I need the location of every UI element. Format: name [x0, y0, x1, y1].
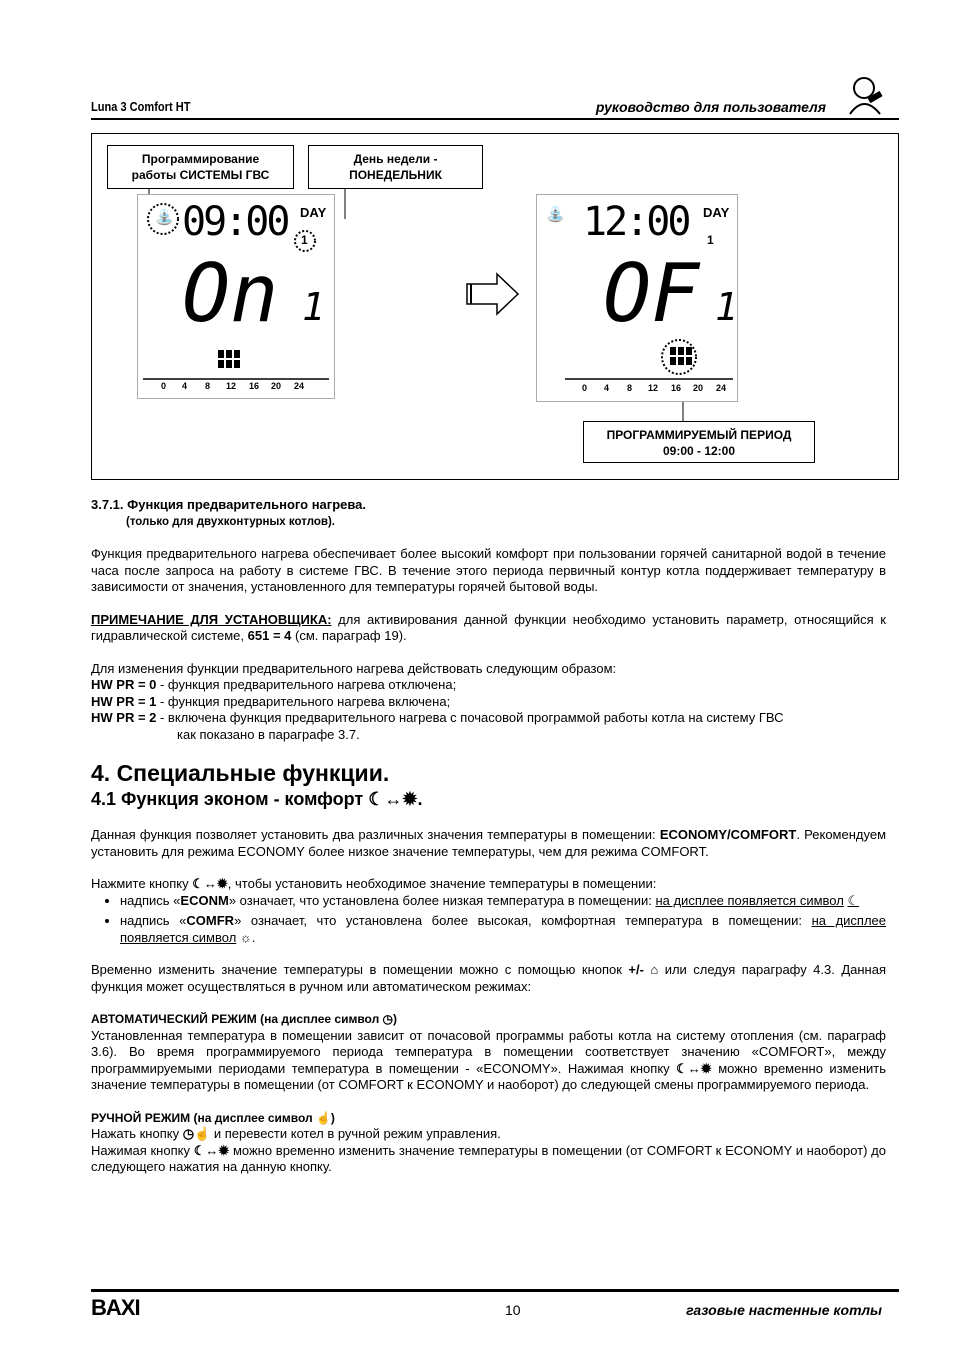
label-line: ПРОГРАММИРУЕМЫЙ ПЕРИОД	[606, 428, 792, 442]
text: Нажмите кнопку	[91, 876, 193, 891]
house-icon: ⌂	[650, 962, 659, 977]
eco-comfort-icon: ☾↔✹	[676, 1060, 712, 1076]
option-value: - включена функция предварительного нагрева с почасовой программой работы котла на систему ГВС	[156, 710, 784, 725]
clock-hand-icon: ◷☝	[182, 1126, 211, 1141]
tick: 0	[582, 383, 588, 393]
chapter-title: 4. Специальные функции.	[91, 760, 390, 786]
paragraph	[91, 1143, 886, 1176]
lcd-figure	[91, 133, 899, 480]
header-rule	[91, 118, 899, 120]
text: надпись «	[120, 892, 181, 908]
text: и перевести котел в ручной режим управления.	[210, 1126, 501, 1141]
tick: 24	[716, 383, 727, 393]
note-tail: (см. параграф 19).	[291, 628, 407, 643]
text: +/-	[628, 962, 651, 977]
clock-icon: ◷	[382, 1012, 394, 1026]
doc-title: руководство для пользователя	[595, 99, 826, 115]
text: ECONOMY/COMFORT	[659, 827, 797, 842]
lcd-day: 1	[707, 233, 714, 247]
lcd-state: OF	[603, 247, 700, 340]
text: РУЧНОЙ РЕЖИМ (на дисплее символ	[91, 1110, 316, 1125]
label-programmed-period	[583, 421, 815, 463]
text: Временно изменить значение температуры в помещении можно с помощью кнопок	[91, 962, 629, 977]
auto-mode-title	[91, 1011, 886, 1028]
lcd-day: 1	[301, 233, 308, 247]
footer-title: газовые настенные котлы	[686, 1302, 882, 1318]
text: . Рекомендуем установить для режима ECONOMY более низкое значение температуры, чем для режима COMFORT.	[91, 827, 887, 859]
option-key: HW PR = 1	[91, 693, 157, 709]
tick: 24	[294, 381, 305, 391]
installer-note	[91, 612, 886, 645]
eco-comfort-icon: ☾↔✹	[192, 876, 228, 891]
text: Нажать кнопку	[91, 1126, 183, 1141]
tick: 20	[271, 381, 282, 391]
text: на дисплее появляется символ	[655, 892, 844, 908]
text: , чтобы установить необходимое значение температуры в помещении:	[227, 876, 657, 891]
lcd-index: 1	[715, 285, 738, 329]
option-continuation: как показано в параграфе 3.7.	[177, 726, 360, 742]
tick: 8	[627, 383, 633, 393]
tick: 4	[604, 383, 610, 393]
brand-logo: BAXI	[91, 1295, 140, 1320]
text: » означает, что установлена более высокая, комфортная температура в помещении:	[234, 913, 812, 928]
note-text: для активирования данной функции необходимо установить параметр, относящийся к гидравлической системе,	[91, 611, 886, 643]
section-title: 3.7.1. Функция предварительного нагрева.	[91, 497, 367, 512]
page-footer	[91, 1281, 899, 1351]
sun-icon: ☼	[239, 929, 252, 945]
eco-comfort-icon: ☾↔✹	[193, 1142, 230, 1158]
text: можно временно изменить значение температуры в помещении (от COMFORT к ECONOMY и наоборот) до следующего нажатия на данную кнопку.	[91, 1142, 886, 1174]
option-value: - функция предварительного нагрева включена;	[156, 693, 451, 709]
lcd-time: 12:00	[583, 199, 689, 245]
footer-rule	[91, 1289, 899, 1292]
page-number: 10	[505, 1302, 521, 1318]
paragraph	[91, 962, 886, 995]
section-4	[91, 759, 886, 1176]
paragraph	[91, 1126, 886, 1143]
text: можно временно изменить значение температуры в помещении (от COMFORT к ECONOMY и наоборот) до следующей смены программируемого периода.	[91, 1060, 886, 1092]
option-row	[91, 677, 886, 694]
section-3-7-1	[91, 497, 886, 743]
list-item	[120, 893, 886, 910]
text: Нажимая кнопку	[91, 1142, 194, 1158]
option-key: HW PR = 2	[91, 710, 157, 725]
label-line: День недели -	[353, 152, 438, 166]
hand-icon: ☝	[315, 1110, 331, 1125]
paragraph	[91, 1028, 886, 1094]
option-value: - функция предварительного нагрева отключена;	[156, 677, 457, 692]
paragraph	[91, 827, 886, 860]
tap-icon: ⛲	[546, 206, 565, 223]
tap-icon: ⛲	[155, 209, 174, 226]
tick: 4	[182, 381, 188, 391]
option-row	[91, 710, 886, 727]
text: надпись «	[120, 913, 187, 928]
paragraph	[91, 876, 886, 893]
tick: 16	[671, 383, 682, 393]
manual-mode-title	[91, 1110, 886, 1127]
text: » означает, что установлена более низкая температура в помещении:	[228, 892, 656, 908]
section-4-1-title: 4.1 Функция эконом - комфорт ☾↔✹.	[91, 789, 423, 809]
lcd-time: 09:00	[182, 199, 288, 245]
tick: 16	[249, 381, 260, 391]
text: ECONM	[180, 892, 229, 908]
paragraph: Функция предварительного нагрева обеспечивает более высокий комфорт при пользовании горячей санитарной водой в течение часа после запроса на работу в системе ГВС. В течение этого периода первичный контур котла поддерживает температуру в зависимости от значения, установленного для температуры горячей бытовой воды.	[91, 546, 886, 594]
program-bar	[218, 350, 240, 368]
model-name: Luna 3 Comfort HT	[91, 99, 191, 114]
text: АВТОМАТИЧЕСКИЙ РЕЖИМ (на дисплее символ	[91, 1012, 383, 1026]
text: )	[330, 1110, 335, 1125]
title-text: 4.1 Функция эконом - комфорт	[91, 789, 364, 809]
moon-icon: ☾	[847, 892, 860, 908]
paragraph: Для изменения функции предварительного нагрева действовать следующим образом:	[91, 660, 617, 676]
text: )	[393, 1012, 398, 1026]
tick: 12	[648, 383, 659, 393]
label-line: Программирование	[141, 152, 260, 166]
lcd-left	[137, 194, 335, 399]
text: Установленная температура в помещении зависит от почасовой программы работы котла на систему отопления (см. параграф 3.6). Во время программируемого периода температура в помещении соответствует значению «COMFORT», между программируемыми периодами температура в помещении - «ECONOMY». Нажимая кнопку	[91, 1027, 886, 1076]
mascot-icon	[842, 72, 886, 116]
section-subtitle: (только для двухконтурных котлов).	[126, 515, 335, 528]
text: COMFR	[186, 913, 235, 928]
lcd-day-label: DAY	[300, 205, 327, 220]
option-row	[91, 694, 886, 711]
note-label: ПРИМЕЧАНИЕ ДЛЯ УСТАНОВЩИКА:	[91, 611, 332, 627]
text: Данная функция позволяет установить два различных значения температуры в помещении:	[91, 827, 660, 842]
lcd-state: On	[182, 247, 279, 340]
label-line: ПОНЕДЕЛЬНИК	[349, 168, 442, 182]
list-item: • надпись «COMFR» означает, что установлена более высокая, комфортная температура в помещении: на дисплее появляется символ ☼.	[120, 913, 886, 946]
lcd-right	[536, 194, 738, 402]
tick: 12	[226, 381, 237, 391]
tick: 20	[693, 383, 704, 393]
tick: 0	[161, 381, 167, 391]
lcd-day-label: DAY	[703, 205, 730, 220]
label-line: 09:00 - 12:00	[662, 444, 736, 458]
label-line: работы СИСТЕМЫ ГВС	[131, 168, 270, 182]
eco-comfort-icon: ☾↔✹	[368, 789, 418, 809]
tick: 8	[205, 381, 211, 391]
lcd-index: 1	[302, 285, 325, 329]
option-key: HW PR = 0	[91, 677, 157, 692]
note-param: 651 = 4	[247, 628, 292, 643]
mode-list	[91, 893, 886, 947]
text: на дисплее появляется символ	[120, 913, 886, 945]
text: или следуя параграфу 4.3. Данная функция может осуществляться в ручном или автоматическом режимах:	[91, 962, 886, 994]
